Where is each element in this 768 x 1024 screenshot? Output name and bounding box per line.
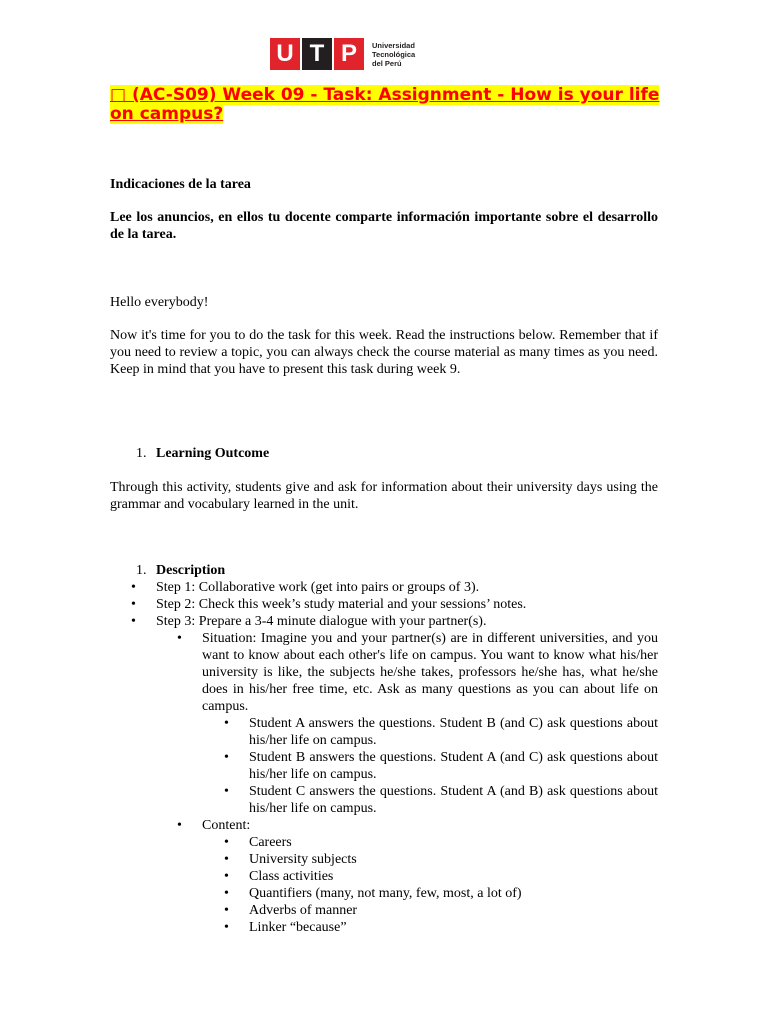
content-item: • Class activities xyxy=(110,868,658,885)
logo-letter-t: T xyxy=(302,38,332,70)
instructions-heading: Indicaciones de la tarea xyxy=(110,177,251,192)
section-title: Learning Outcome xyxy=(156,446,270,461)
logo-letter-u: U xyxy=(270,38,300,70)
logo-wordmark xyxy=(372,41,432,68)
logo-letter-p: P xyxy=(334,38,364,70)
page-title xyxy=(110,86,660,124)
logo-line: Tecnológica xyxy=(372,49,416,59)
greeting: Hello everybody! xyxy=(110,295,209,310)
content-item: • University subjects xyxy=(110,851,658,868)
intro-paragraph: Now it's time for you to do the task for this week. Read the instructions below. Remember that if you need to review a topic, you can always check the course material as many times as you need. Keep in mind that you have to present this task during week 9. xyxy=(110,328,658,377)
logo-line: del Perú xyxy=(372,58,402,68)
instructions-body: Lee los anuncios, en ellos tu docente comparte información importante sobre el desarrollo de la tarea. xyxy=(110,210,658,242)
step-item: • Step 2: Check this week’s study material and your sessions’ notes. xyxy=(110,596,658,613)
description-list xyxy=(110,579,658,936)
content-item: • Careers xyxy=(110,834,658,851)
outcome-paragraph: Through this activity, students give and ask for information about their university days using the grammar and vocabulary learned in the unit. xyxy=(110,480,658,512)
content-item: • Quantifiers (many, not many, few, most, a lot of) xyxy=(110,885,658,902)
logo-line: Universidad xyxy=(372,40,415,50)
section-title: Description xyxy=(156,563,226,578)
student-item: • Student C answers the questions. Student A (and B) ask questions about his/her life on campus. xyxy=(110,783,658,817)
section-number: 1. xyxy=(136,563,147,578)
student-item: • Student B answers the questions. Student A (and C) ask questions about his/her life on campus. xyxy=(110,749,658,783)
section-description xyxy=(136,562,225,579)
student-item: • Student A answers the questions. Student B (and C) ask questions about his/her life on campus. xyxy=(110,715,658,749)
section-number: 1. xyxy=(136,446,147,461)
content-label: • Content: xyxy=(110,817,658,834)
content-item: • Adverbs of manner xyxy=(110,902,658,919)
situation-item: • Situation: Imagine you and your partner(s) are in different universities, and you want to know about each other's life on campus. You want to know what his/her university is like, the subjects he/she takes, professors he/she has, what he/she does in his/her free time, etc. Ask as many questions as you can about life on campus. xyxy=(110,630,658,715)
utp-logo xyxy=(270,38,432,70)
section-learning-outcome xyxy=(136,445,269,462)
content-item: • Linker “because” xyxy=(110,919,658,936)
step-item: • Step 3: Prepare a 3-4 minute dialogue with your partner(s). xyxy=(110,613,658,630)
step-item: • Step 1: Collaborative work (get into pairs or groups of 3). xyxy=(110,579,658,596)
page-title-text: □ (AC-S09) Week 09 - Task: Assignment - How is your life on campus? xyxy=(110,85,660,124)
